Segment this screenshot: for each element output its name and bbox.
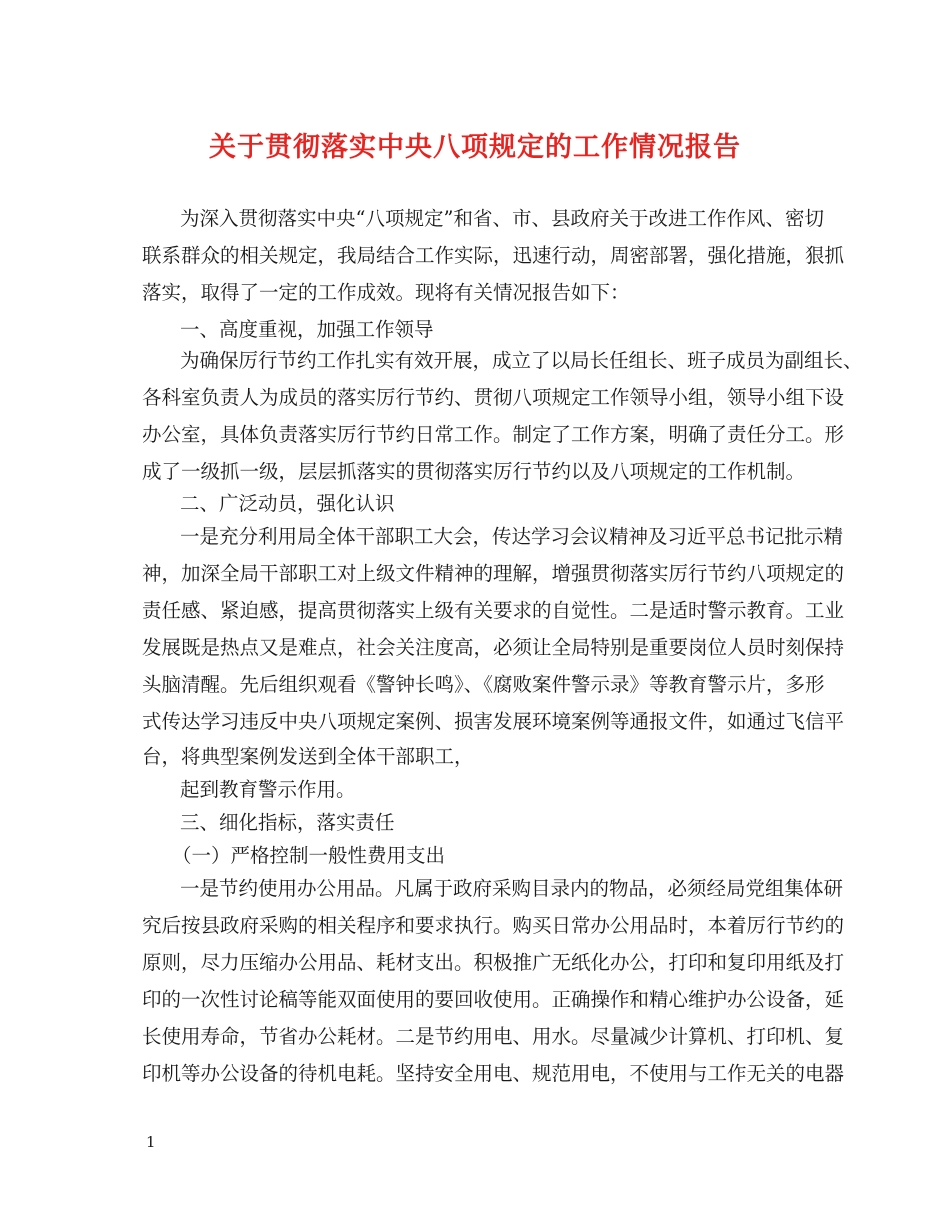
page-number: 1 [146, 1133, 156, 1151]
paragraph-line: 为深入贯彻落实中央“八项规定”和省、市、县政府关于改进工作作风、密切 [180, 207, 824, 230]
paragraph-line: 印的一次性讨论稿等能双面使用的要回收使用。正确操作和精心维护办公设备，延 [142, 988, 845, 1011]
paragraph-line: 长使用寿命，节省办公耗材。二是节约用电、用水。尽量减少计算机、打印机、复 [142, 1025, 845, 1048]
paragraph-line: 落实，取得了一定的工作成效。现将有关情况报告如下： [142, 281, 630, 304]
paragraph-line: 神，加深全局干部职工对上级文件精神的理解，增强贯彻落实厉行节约八项规定的 [142, 562, 845, 585]
paragraph-line: 为确保厉行节约工作扎实有效开展，成立了以局长任组长、班子成员为副组长、 [180, 349, 863, 372]
paragraph-line: 责任感、紧迫感，提高贯彻落实上级有关要求的自觉性。二是适时警示教育。工业 [142, 599, 845, 622]
paragraph-line: 发展既是热点又是难点，社会关注度高，必须让全局特别是重要岗位人员时刻保持 [142, 636, 845, 659]
section-heading: 一、高度重视，加强工作领导 [180, 318, 434, 341]
paragraph-line: 一是充分利用局全体干部职工大会，传达学习会议精神及习近平总书记批示精 [180, 525, 844, 548]
paragraph-line: 印机等办公设备的待机电耗。坚持安全用电、规范用电，不使用与工作无关的电器 [142, 1062, 845, 1085]
paragraph-line: 头脑清醒。先后组织观看《警钟长鸣》、《腐败案件警示录》等教育警示片，多形 [142, 673, 825, 696]
section-heading: 三、细化指标，落实责任 [180, 811, 395, 834]
paragraph-line: 一是节约使用办公用品。凡属于政府采购目录内的物品，必须经局党组集体研 [180, 877, 844, 900]
paragraph-line: 办公室，具体负责落实厉行节约日常工作。制定了工作方案，明确了责任分工。形 [142, 423, 845, 446]
section-heading: 二、广泛动员，强化认识 [180, 492, 395, 515]
paragraph-line: 起到教育警示作用。 [180, 778, 356, 801]
paragraph-line: 成了一级抓一级，层层抓落实的贯彻落实厉行节约以及八项规定的工作机制。 [142, 460, 806, 483]
paragraph-line: 各科室负责人为成员的落实厉行节约、贯彻八项规定工作领导小组，领导小组下设 [142, 386, 845, 409]
paragraph-line: 原则，尽力压缩办公用品、耗材支出。积极推广无纸化办公，打印和复印用纸及打 [142, 951, 845, 974]
paragraph-line: 式传达学习违反中央八项规定案例、损害发展环境案例等通报文件，如通过飞信平 [142, 710, 845, 733]
paragraph-line: 究后按县政府采购的相关程序和要求执行。购买日常办公用品时，本着厉行节约的 [142, 914, 845, 937]
paragraph-line: 台，将典型案例发送到全体干部职工， [142, 745, 474, 768]
paragraph-line: 联系群众的相关规定，我局结合工作实际，迅速行动，周密部署，强化措施，狠抓 [142, 244, 845, 267]
subsection-heading: （一）严格控制一般性费用支出 [172, 844, 446, 867]
document-title: 关于贯彻落实中央八项规定的工作情况报告 [209, 132, 741, 163]
